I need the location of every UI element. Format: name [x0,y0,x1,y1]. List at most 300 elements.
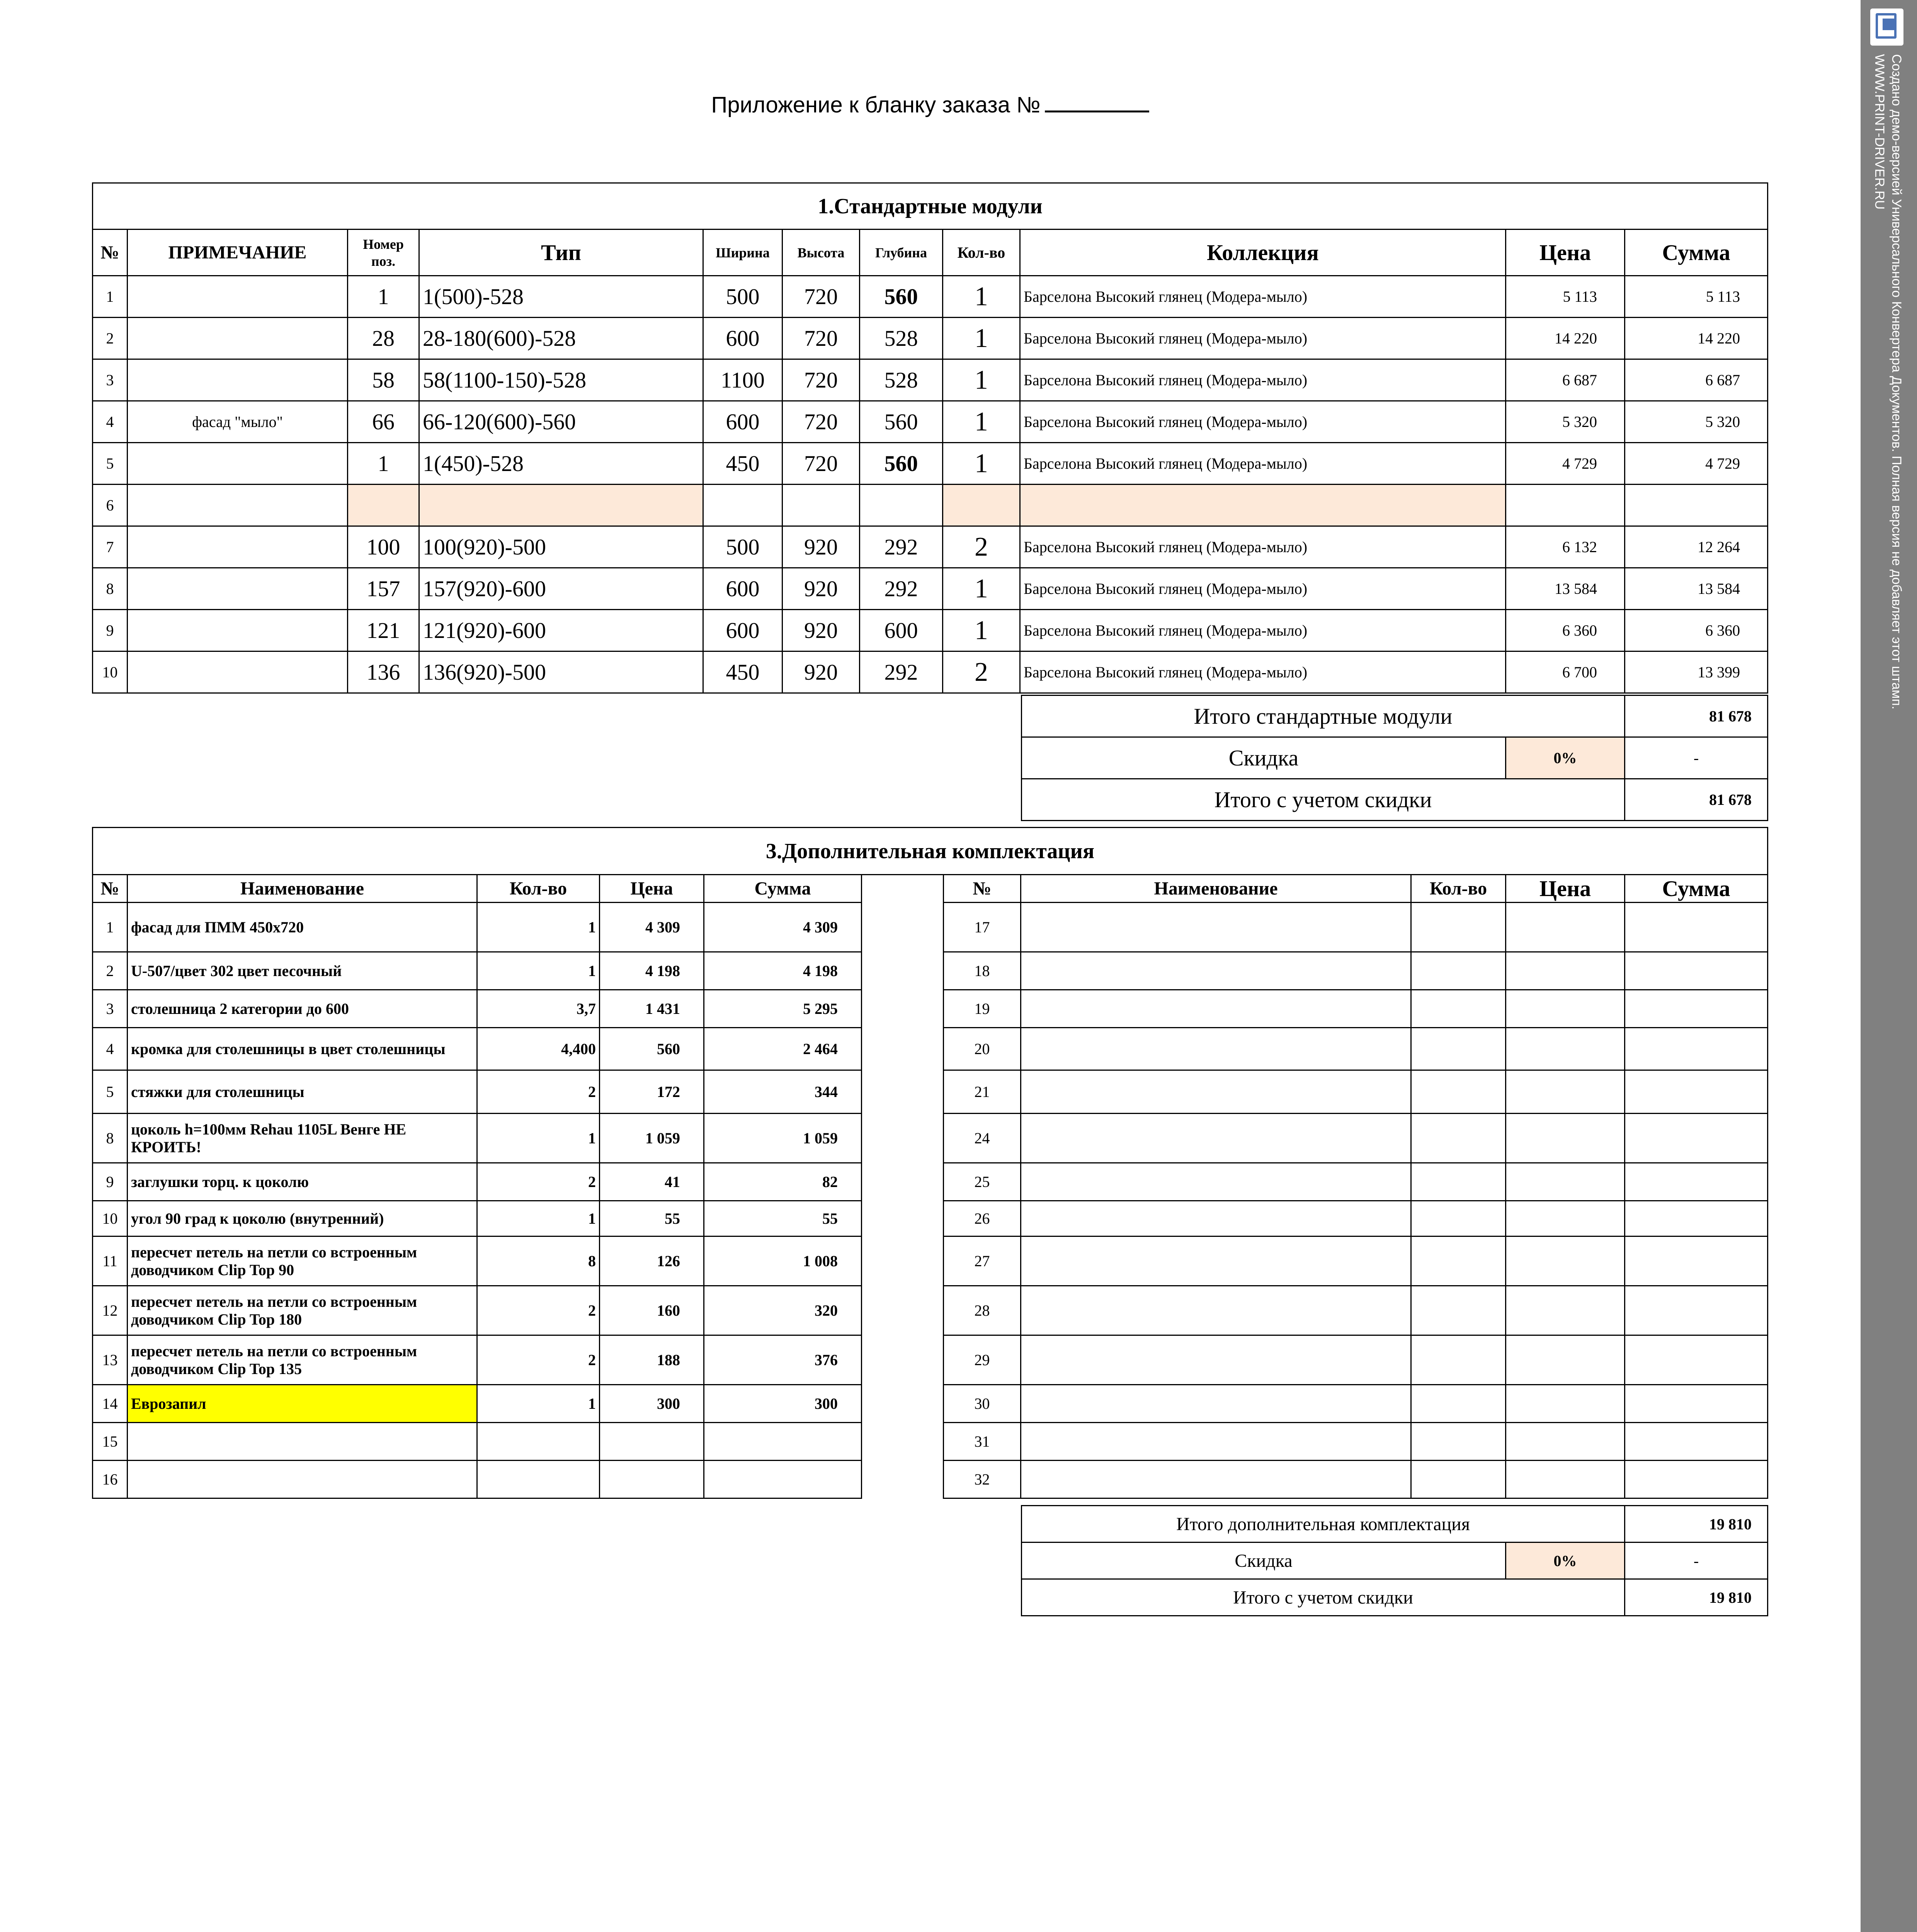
right-row-name [1021,1201,1411,1236]
additional-row [93,1236,1768,1286]
row-no: 5 [93,1070,128,1114]
right-row-price [1506,952,1625,990]
row-width: 600 [703,568,782,610]
row-width: 600 [703,610,782,651]
gap [862,875,944,903]
additional-row [93,1163,1768,1201]
row-price [600,1423,704,1461]
row-type: 66-120(600)-560 [419,401,703,443]
row-width: 450 [703,443,782,485]
col-sum-right: Сумма [1625,875,1768,903]
section3-totals [1021,1505,1768,1616]
row-pos: 1 [348,443,419,485]
col-price-right: Цена [1506,875,1625,903]
section1-header-row [93,230,1768,276]
row-name: пересчет петель на петли со встроенным доводчиком Clip Top 90 [128,1236,477,1286]
row-collection: Барселона Высокий глянец (Модера-мыло) [1020,651,1506,693]
row-name: цоколь h=100мм Rehau 1105L Венге НЕ КРОИТЬ! [128,1114,477,1163]
right-row-qty [1411,1385,1506,1423]
gap [862,1286,944,1335]
section3-header-row [93,875,1768,903]
row-sum: 1 008 [704,1236,862,1286]
row-name: пересчет петель на петли со встроенным доводчиком Clip Top 180 [128,1286,477,1335]
row-no: 14 [93,1385,128,1423]
row-price: 172 [600,1070,704,1114]
row-note: фасад "мыло" [128,401,348,443]
row-type: 157(920)-600 [419,568,703,610]
watermark-stamp [1870,54,1905,788]
row-height [782,485,860,526]
row-sum: 6 687 [1625,359,1768,401]
col-note: ПРИМЕЧАНИЕ [128,230,348,276]
row-no: 9 [93,610,128,651]
additional-row [93,903,1768,952]
row-price: 4 729 [1506,443,1625,485]
row-price: 6 132 [1506,526,1625,568]
row-no: 12 [93,1286,128,1335]
row-no: 16 [93,1461,128,1498]
right-row-no: 27 [944,1236,1021,1286]
row-type: 58(1100-150)-528 [419,359,703,401]
gap [862,1070,944,1114]
col-qty: Кол-во [943,230,1020,276]
row-price: 5 113 [1506,276,1625,318]
right-row-no: 17 [944,903,1021,952]
row-width: 1100 [703,359,782,401]
right-row-no: 25 [944,1163,1021,1201]
col-qty-right: Кол-во [1411,875,1506,903]
row-sum: 4 309 [704,903,862,952]
row-type: 121(920)-600 [419,610,703,651]
module-row [93,651,1768,693]
right-row-sum [1625,1335,1768,1385]
row-qty: 1 [477,1114,600,1163]
watermark-line2: WWW.PRINT-DRIVER.RU [1872,54,1887,210]
row-width [703,485,782,526]
right-row-no: 31 [944,1423,1021,1461]
row-price: 126 [600,1236,704,1286]
section3-total-value: 19 810 [1625,1506,1768,1543]
row-price: 41 [600,1163,704,1201]
row-price: 5 320 [1506,401,1625,443]
row-name: U-507/цвет 302 цвет песочный [128,952,477,990]
module-row [93,401,1768,443]
standard-modules-table [92,182,1768,694]
row-note [128,651,348,693]
row-price: 6 700 [1506,651,1625,693]
row-sum [1625,485,1768,526]
row-width: 600 [703,318,782,359]
row-note [128,318,348,359]
row-no: 2 [93,952,128,990]
row-price: 1 059 [600,1114,704,1163]
gap [862,903,944,952]
row-pos: 136 [348,651,419,693]
row-qty: 8 [477,1236,600,1286]
heading-text: Приложение к бланку заказа № [711,92,1041,117]
row-qty: 1 [477,1201,600,1236]
row-price: 6 687 [1506,359,1625,401]
row-no: 1 [93,903,128,952]
row-note [128,443,348,485]
row-height: 720 [782,443,860,485]
gap [862,1114,944,1163]
row-no: 9 [93,1163,128,1201]
row-qty [943,485,1020,526]
col-no: № [93,875,128,903]
row-note [128,359,348,401]
row-pos: 66 [348,401,419,443]
gap [862,1028,944,1070]
right-row-sum [1625,1461,1768,1498]
row-price: 560 [600,1028,704,1070]
row-depth [860,485,943,526]
additional-table [92,827,1768,1499]
row-price: 13 584 [1506,568,1625,610]
module-row [93,276,1768,318]
row-type: 1(500)-528 [419,276,703,318]
module-row [93,443,1768,485]
section1-discount-value: - [1625,737,1768,779]
additional-row [93,1114,1768,1163]
row-qty: 2 [477,1335,600,1385]
row-depth: 528 [860,318,943,359]
row-price [600,1461,704,1498]
converter-logo-icon [1870,9,1903,46]
row-sum: 6 360 [1625,610,1768,651]
additional-row [93,1423,1768,1461]
col-name-right: Наименование [1021,875,1411,903]
row-sum: 320 [704,1286,862,1335]
right-row-qty [1411,1201,1506,1236]
row-sum: 344 [704,1070,862,1114]
right-row-price [1506,1385,1625,1423]
right-row-price [1506,1461,1625,1498]
right-row-name [1021,952,1411,990]
right-row-sum [1625,1236,1768,1286]
right-row-sum [1625,1385,1768,1423]
right-row-price [1506,1028,1625,1070]
additional-row [93,1385,1768,1423]
right-row-qty [1411,903,1506,952]
row-price: 160 [600,1286,704,1335]
row-sum: 5 295 [704,990,862,1028]
right-row-sum [1625,1070,1768,1114]
right-row-sum [1625,1028,1768,1070]
row-qty: 1 [943,318,1020,359]
row-qty: 4,400 [477,1028,600,1070]
section1-discount-pct: 0% [1506,737,1625,779]
row-width: 500 [703,276,782,318]
right-row-name [1021,1070,1411,1114]
right-row-sum [1625,1114,1768,1163]
right-row-price [1506,903,1625,952]
row-no: 3 [93,990,128,1028]
right-row-name [1021,990,1411,1028]
right-row-qty [1411,990,1506,1028]
module-row [93,526,1768,568]
col-sum: Сумма [1625,230,1768,276]
row-qty: 2 [477,1163,600,1201]
gap [862,990,944,1028]
section1-total-disc-label: Итого с учетом скидки [1022,779,1625,821]
row-name: угол 90 град к цоколю (внутренний) [128,1201,477,1236]
right-row-no: 18 [944,952,1021,990]
row-depth: 560 [860,276,943,318]
row-name [128,1461,477,1498]
section1-discount-label: Скидка [1022,737,1506,779]
watermark-line1: Создано демо-версией Универсального Конвертера Документов. Полная версия не добавляет этот штамп. [1889,54,1904,710]
gap [862,1423,944,1461]
row-type: 1(450)-528 [419,443,703,485]
section3-title: 3.Дополнительная комплектация [93,828,1768,875]
row-no: 5 [93,443,128,485]
additional-row [93,1070,1768,1114]
row-note [128,610,348,651]
row-name: фасад для ПММ 450х720 [128,903,477,952]
right-row-no: 21 [944,1070,1021,1114]
right-row-qty [1411,1286,1506,1335]
row-qty: 2 [477,1070,600,1114]
row-no: 4 [93,1028,128,1070]
right-row-price [1506,1201,1625,1236]
section3-discount-pct: 0% [1506,1543,1625,1579]
row-qty: 2 [943,651,1020,693]
right-row-price [1506,990,1625,1028]
row-depth: 292 [860,568,943,610]
row-height: 920 [782,651,860,693]
right-row-name [1021,1423,1411,1461]
section3-total-disc-value: 19 810 [1625,1579,1768,1616]
row-pos: 100 [348,526,419,568]
right-row-price [1506,1423,1625,1461]
row-name: кромка для столешницы в цвет столешницы [128,1028,477,1070]
row-price: 188 [600,1335,704,1385]
col-price: Цена [600,875,704,903]
module-row [93,568,1768,610]
row-no: 3 [93,359,128,401]
additional-row [93,952,1768,990]
row-sum: 1 059 [704,1114,862,1163]
row-collection: Барселона Высокий глянец (Модера-мыло) [1020,318,1506,359]
gap [862,952,944,990]
section1-totals [1021,695,1768,821]
row-collection: Барселона Высокий глянец (Модера-мыло) [1020,443,1506,485]
row-no: 13 [93,1335,128,1385]
row-note [128,568,348,610]
row-no: 7 [93,526,128,568]
row-type: 28-180(600)-528 [419,318,703,359]
row-qty: 1 [943,443,1020,485]
right-row-sum [1625,952,1768,990]
row-price: 14 220 [1506,318,1625,359]
right-row-qty [1411,1423,1506,1461]
row-no: 8 [93,568,128,610]
row-qty: 2 [943,526,1020,568]
section1-total-label: Итого стандартные модули [1022,696,1625,737]
row-collection: Барселона Высокий глянец (Модера-мыло) [1020,568,1506,610]
right-row-name [1021,1461,1411,1498]
row-qty [477,1461,600,1498]
row-name: Еврозапил [128,1385,477,1423]
additional-row [93,1335,1768,1385]
row-name: заглушки торц. к цоколю [128,1163,477,1201]
right-row-qty [1411,1461,1506,1498]
additional-row [93,990,1768,1028]
row-type [419,485,703,526]
right-row-sum [1625,903,1768,952]
row-pos: 1 [348,276,419,318]
right-row-price [1506,1236,1625,1286]
row-sum: 2 464 [704,1028,862,1070]
row-price: 300 [600,1385,704,1423]
row-height: 920 [782,610,860,651]
row-height: 720 [782,401,860,443]
col-no: № [93,230,128,276]
row-note [128,526,348,568]
right-row-price [1506,1114,1625,1163]
right-row-name [1021,1335,1411,1385]
row-sum: 300 [704,1385,862,1423]
row-width: 600 [703,401,782,443]
section3-discount-label: Скидка [1022,1543,1506,1579]
row-collection [1020,485,1506,526]
row-height: 920 [782,526,860,568]
row-sum: 12 264 [1625,526,1768,568]
row-qty [477,1423,600,1461]
col-depth: Глубина [860,230,943,276]
additional-row [93,1201,1768,1236]
row-price: 55 [600,1201,704,1236]
right-row-name [1021,1114,1411,1163]
row-qty: 1 [943,610,1020,651]
row-price [1506,485,1625,526]
col-name: Наименование [128,875,477,903]
col-price: Цена [1506,230,1625,276]
row-no: 11 [93,1236,128,1286]
module-row [93,610,1768,651]
row-price: 6 360 [1506,610,1625,651]
right-row-no: 19 [944,990,1021,1028]
row-type: 136(920)-500 [419,651,703,693]
additional-row [93,1286,1768,1335]
right-row-no: 26 [944,1201,1021,1236]
right-row-price [1506,1163,1625,1201]
right-row-name [1021,1028,1411,1070]
section3-total-label: Итого дополнительная комплектация [1022,1506,1625,1543]
row-type: 100(920)-500 [419,526,703,568]
right-row-qty [1411,1114,1506,1163]
col-height: Высота [782,230,860,276]
row-pos: 28 [348,318,419,359]
row-qty: 1 [943,276,1020,318]
row-no: 8 [93,1114,128,1163]
row-name [128,1423,477,1461]
right-row-no: 24 [944,1114,1021,1163]
order-number-blank [1045,92,1149,112]
row-sum [704,1461,862,1498]
row-no: 15 [93,1423,128,1461]
row-height: 720 [782,276,860,318]
row-price: 1 431 [600,990,704,1028]
row-pos: 157 [348,568,419,610]
col-sum: Сумма [704,875,862,903]
module-row [93,485,1768,526]
right-row-price [1506,1286,1625,1335]
right-row-sum [1625,1201,1768,1236]
gap [862,1163,944,1201]
module-row [93,359,1768,401]
row-sum: 13 399 [1625,651,1768,693]
row-no: 10 [93,651,128,693]
gap [862,1335,944,1385]
row-pos [348,485,419,526]
right-row-name [1021,1385,1411,1423]
row-qty: 2 [477,1286,600,1335]
gap [862,1385,944,1423]
right-row-sum [1625,1423,1768,1461]
row-note [128,485,348,526]
col-width: Ширина [703,230,782,276]
row-depth: 292 [860,526,943,568]
right-row-no: 28 [944,1286,1021,1335]
right-row-qty [1411,1070,1506,1114]
row-qty: 1 [943,401,1020,443]
row-no: 4 [93,401,128,443]
row-qty: 3,7 [477,990,600,1028]
module-row [93,318,1768,359]
col-qty: Кол-во [477,875,600,903]
right-row-qty [1411,1163,1506,1201]
row-qty: 1 [477,903,600,952]
row-name: пересчет петель на петли со встроенным доводчиком Clip Top 135 [128,1335,477,1385]
section1-total-disc-value: 81 678 [1625,779,1768,821]
row-qty: 1 [943,568,1020,610]
right-row-sum [1625,1163,1768,1201]
row-no: 10 [93,1201,128,1236]
row-name: стяжки для столешницы [128,1070,477,1114]
row-note [128,276,348,318]
row-sum: 376 [704,1335,862,1385]
row-width: 500 [703,526,782,568]
row-sum [704,1423,862,1461]
row-sum: 55 [704,1201,862,1236]
row-sum: 5 320 [1625,401,1768,443]
row-sum: 4 198 [704,952,862,990]
right-row-no: 29 [944,1335,1021,1385]
row-sum: 82 [704,1163,862,1201]
right-row-qty [1411,1335,1506,1385]
gap [862,1461,944,1498]
right-row-name [1021,1286,1411,1335]
row-sum: 5 113 [1625,276,1768,318]
col-collection: Коллекция [1020,230,1506,276]
row-no: 6 [93,485,128,526]
col-no-right: № [944,875,1021,903]
row-depth: 560 [860,401,943,443]
right-row-name [1021,1163,1411,1201]
right-row-sum [1625,1286,1768,1335]
row-pos: 121 [348,610,419,651]
row-depth: 292 [860,651,943,693]
row-qty: 1 [943,359,1020,401]
row-collection: Барселона Высокий глянец (Модера-мыло) [1020,401,1506,443]
row-depth: 560 [860,443,943,485]
col-type: Тип [419,230,703,276]
row-qty: 1 [477,952,600,990]
right-row-qty [1411,952,1506,990]
right-row-qty [1411,1028,1506,1070]
